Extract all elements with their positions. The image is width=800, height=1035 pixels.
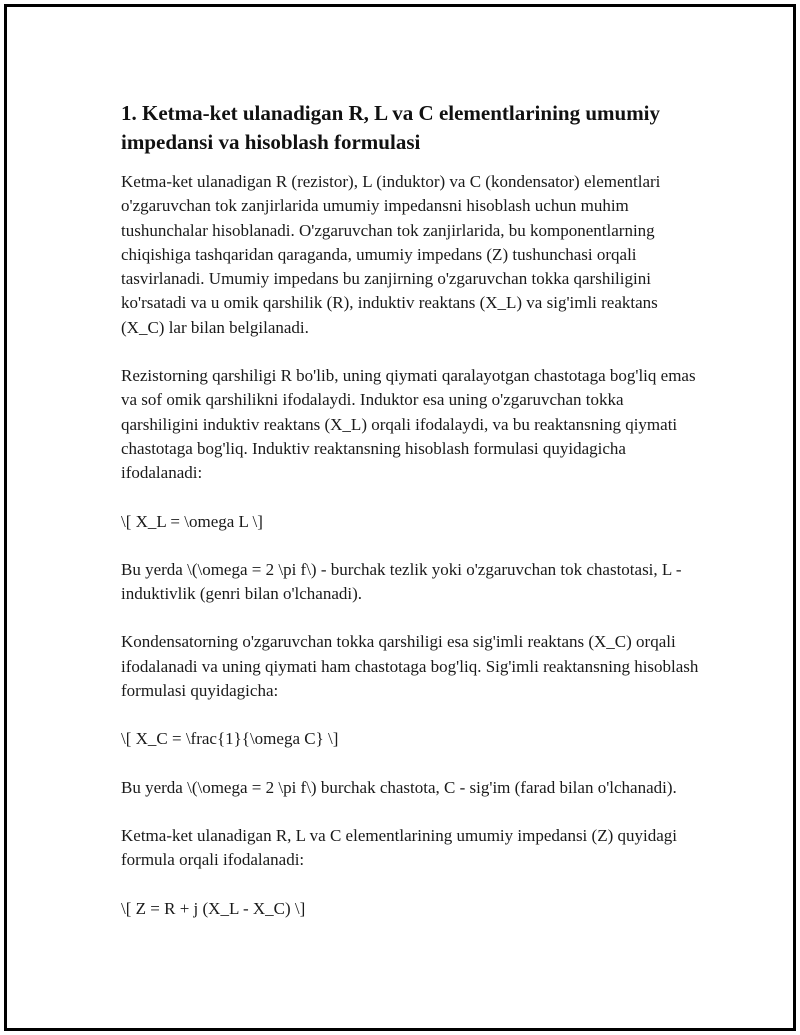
paragraph-omega-definition: Bu yerda \(\omega = 2 \pi f\) - burchak tezlik yoki o'zgaruvchan tok chastotasi, L - induktivlik (genri bilan o'lchanadi). [121,559,682,604]
section-heading: 1. Ketma-ket ulanadigan R, L va C elementlarining umumiy impedansi va hisoblash formulasi [121,101,661,154]
paragraph-total-impedance: Ketma-ket ulanadigan R, L va C elementlarining umumiy impedansi (Z) quyidagi formula orqali ifodalanadi: [121,825,677,870]
formula-total-impedance: \[ Z = R + j (X_L - X_C) \] [121,898,306,918]
paragraph-omega-capacitance: Bu yerda \(\omega = 2 \pi f\) burchak chastota, C - sig'im (farad bilan o'lchanadi). [121,777,677,797]
formula-capacitive-reactance: \[ X_C = \frac{1}{\omega C} \] [121,729,339,749]
paragraph-capacitor: Kondensatorning o'zgaruvchan tokka qarshiligi esa sig'imli reaktans (X_C) orqali ifodalanadi va uning qiymati ham chastotaga bog'liq. Sig'imli reaktansning hisoblash formulasi quyidagicha: [121,632,699,701]
paragraph-impedance-intro: Ketma-ket ulanadigan R (rezistor), L (induktor) va C (kondensator) elementlari o'zgaruvchan tok zanjirlarida umumiy impedansni hisoblash uchun muhim tushunchalar hisoblanadi. O'zgaruvchan tok zanjirlarida, bu komponentlarning chiqishiga tashqaridan qaraganda, umumiy impedans (Z) tushunchasi orqali tasvirlanadi. Umumiy impedans bu zanjirning o'zgaruvchan tokka qarshiligini ko'rsatadi va u omik qarshilik (R), induktiv reaktans (X_L) va sig'imli reaktans (X_C) lar bilan belgilanadi. [121,172,661,337]
paragraph-resistor-inductor: Rezistorning qarshiligi R bo'lib, uning qiymati qaralayotgan chastotaga bog'liq emas va sof omik qarshilikni ifodalaydi. Induktor esa uning o'zgaruvchan tokka qarshiligini induktiv reaktans (X_L) orqali ifodalaydi, va bu reaktansning qiymati chastotaga bog'liq. Induktiv reaktansning hisoblash formulasi quyidagicha ifodalanadi: [121,366,696,483]
document-body [121,99,701,945]
formula-inductive-reactance: \[ X_L = \omega L \] [121,511,263,531]
page-frame [4,4,796,1031]
